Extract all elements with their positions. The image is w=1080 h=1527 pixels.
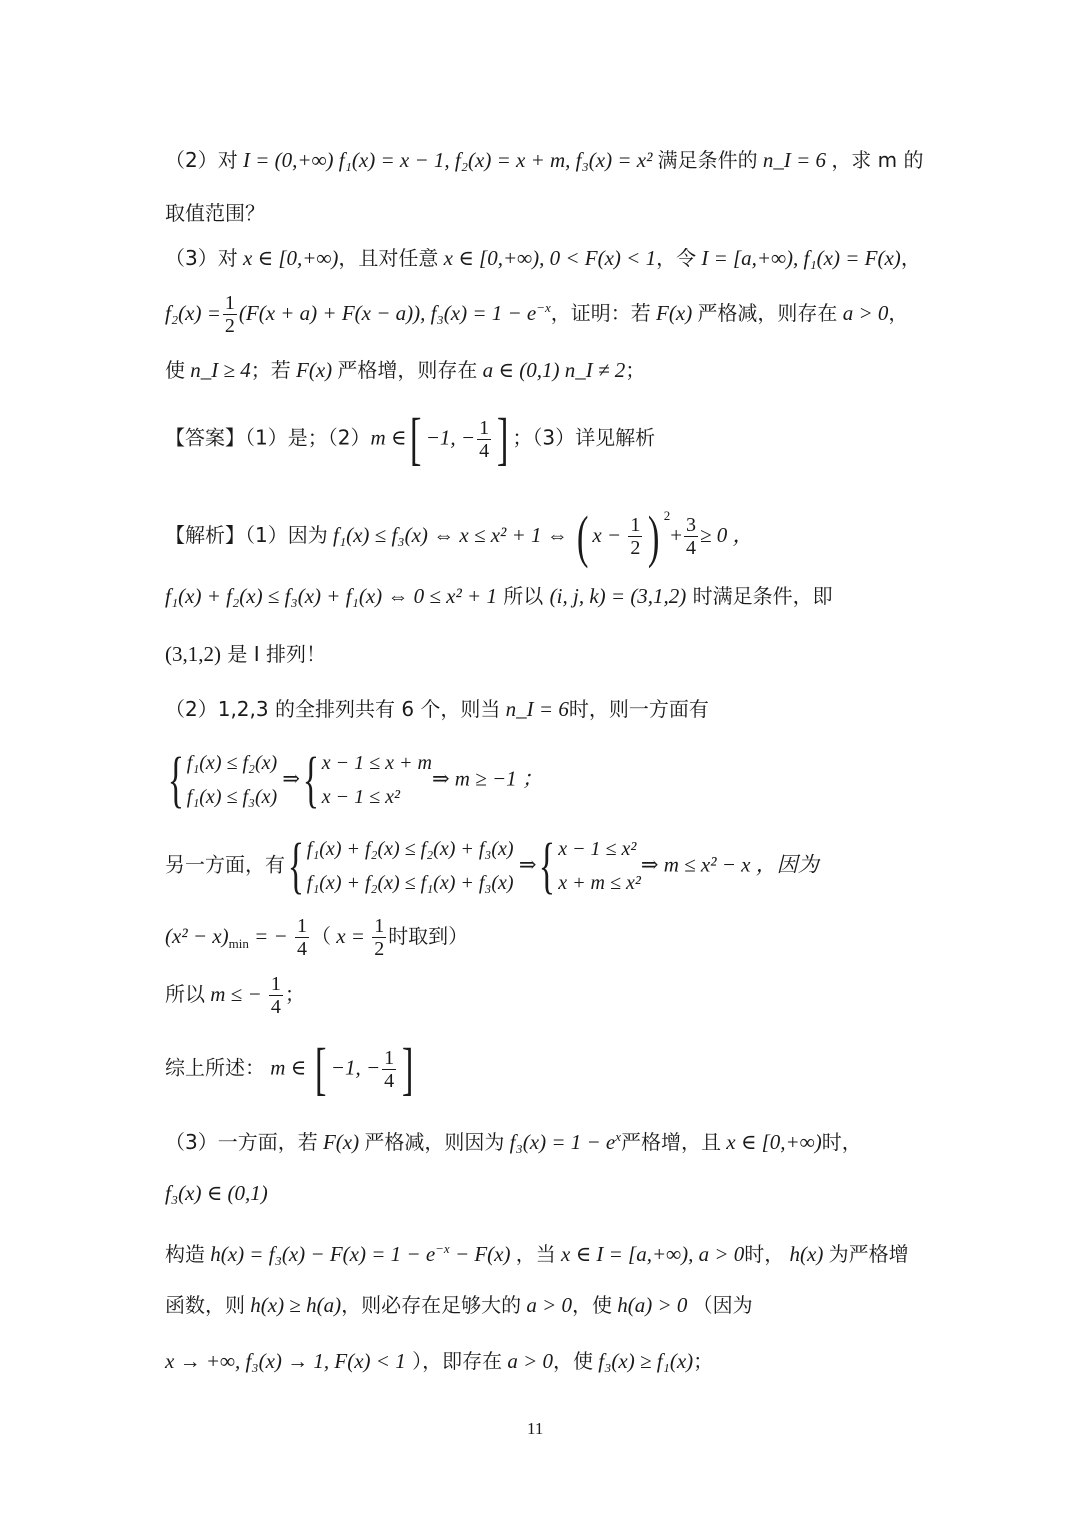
fraction-half: $\frac{1}{2}$ (224, 292, 235, 337)
answer-line: 【答案】（1）是；（2）m ∈[ −1, − $\frac{1}{4}$ ] ；（3）详见解析 (165, 406, 656, 471)
analysis-line-1: 【解析】（1）因为 f₁(x) ≤ f₃(x) ⇔ x ≤ x² + 1 ⇔ ( x − $\frac{1}{2}$ ) $^2$+ $\frac{3}{4}$ ≥ 0 ， (165, 503, 754, 569)
minimum-line: $(x^2 - x)_{min}$ = − $\frac{1}{4}$ （ x = $\frac{1}{2}$ 时取到） (165, 915, 469, 960)
summary-line: 综上所述： m ∈ [ −1, − $\frac{1}{4}$ ] (165, 1036, 414, 1101)
question-2-line-1: （2）对 I = (0,+∞) f₁(x) = x − 1, f₂(x) = x + m, f₃(x) = x² 满足条件的 n_I = 6 ，求 m 的 (165, 148, 924, 172)
inequality-system-1: { f₁(x) ≤ f₂(x) f₁(x) ≤ f₃(x) ⇒{ x − 1 ≤ x + m x − 1 ≤ x² ⇒ m ≥ −1 ； (167, 746, 543, 814)
analysis-part3-line-4: 函数，则 h(x) ≥ h(a)，则必存在足够大的 a > 0，使 h(a) > 0 （因为 (165, 1293, 753, 1317)
so-line: 所以 m ≤ − $\frac{1}{4}$ ； (165, 973, 305, 1018)
analysis-line-2: f₁(x) + f₂(x) ≤ f₃(x) + f₁(x) ⇔ 0 ≤ x² + 1 所以 (i, j, k) = (3,1,2) 时满足条件，即 (165, 584, 833, 608)
question-3-line-2: f₂(x) = $\frac{1}{2}$ (F(x + a) + F(x − a)), $f_3(x) = 1 - e^{-x}$，证明：若 F(x) 严格减，则存在 a > 0， (165, 292, 909, 337)
question-2-line-2: 取值范围？ (165, 201, 265, 225)
answer-label: 【答案】 (165, 425, 245, 450)
question-3-line-1: （3）对 x ∈ [0,+∞)，且对任意 x ∈ [0,+∞), 0 < F(x) < 1，令 I = [a,+∞), f₁(x) = F(x)， (165, 246, 921, 270)
analysis-line-3: (3,1,2) 是 I 排列！ (165, 642, 326, 666)
inequality-system-2: 另一方面，有{ f₁(x) + f₂(x) ≤ f₂(x) + f₃(x) f₁(x) + f₂(x) ≤ f₁(x) + f₃(x) ⇒{ x − 1 ≤ x² x + m ≤ x² ⇒ m ≤ x² − x ，因为 (165, 832, 819, 900)
analysis-label: 【解析】 (165, 523, 245, 547)
page-number: 11 (527, 1419, 544, 1438)
analysis-part3-line-1: （3）一方面，若 F(x) 严格减，则因为 $f_3(x) = 1 - e^x$严格增，且 x ∈ [0,+∞)时， (165, 1129, 862, 1154)
analysis-part3-line-2: f₃(x) ∈ (0,1) (165, 1181, 268, 1205)
analysis-part3-line-5: x → +∞, f₃(x) → 1, F(x) < 1 ），即存在 a > 0，使 f₃(x) ≥ f₁(x)； (165, 1349, 714, 1373)
question-3-line-3: 使 n_I ≥ 4；若 F(x) 严格增，则存在 a ∈ (0,1) n_I ≠ 2； (165, 358, 646, 382)
analysis-part2-intro: （2）1,2,3 的全排列共有 6 个，则当 n_I = 6时，则一方面有 (165, 697, 709, 721)
analysis-part3-line-3: 构造 $h(x) = f_3(x) - F(x) = 1 - e^{-x} - F(x)$ ，当 x ∈ I = [a,+∞), a > 0时， h(x) 为严格增 (165, 1241, 909, 1266)
